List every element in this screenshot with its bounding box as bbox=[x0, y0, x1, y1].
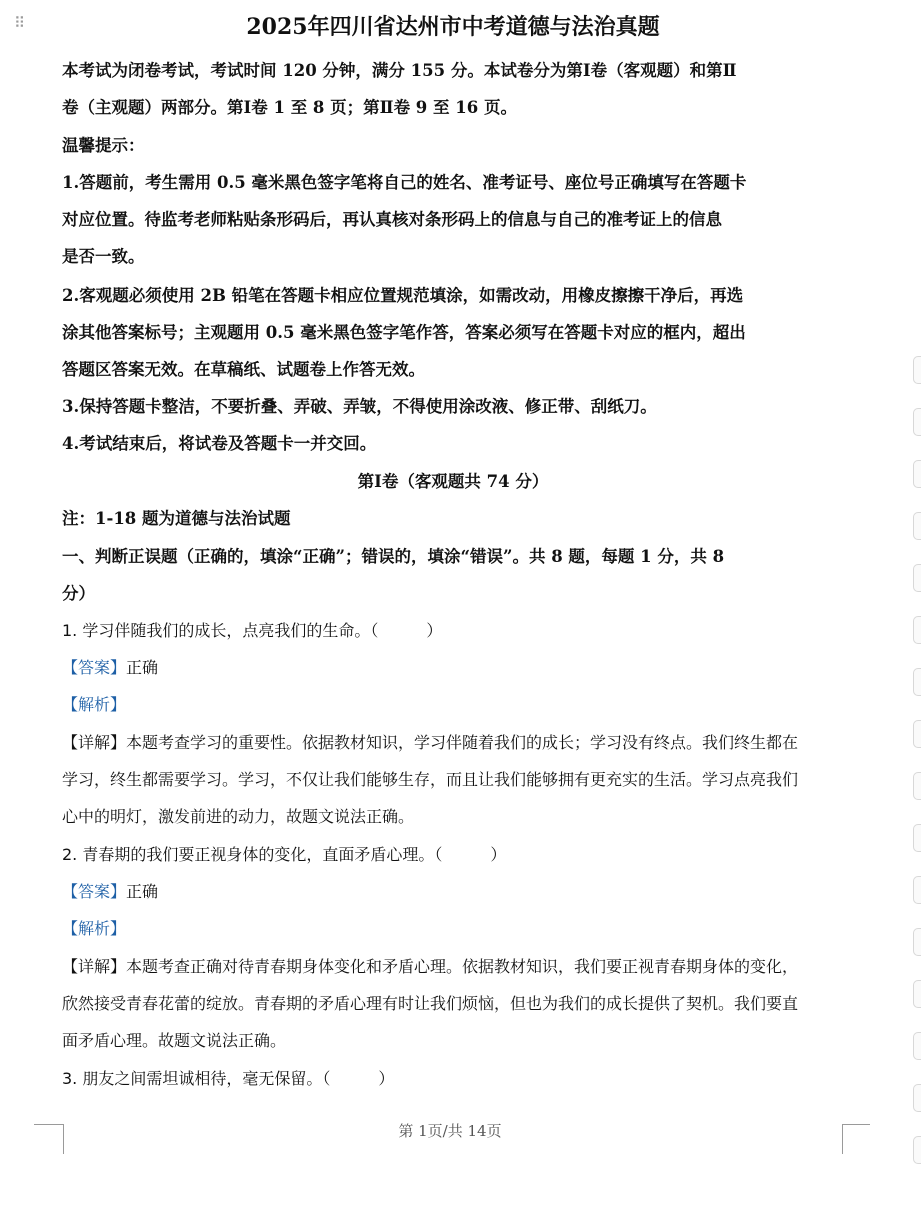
question-stem-text: 3. 朋友之间需坦诚相待，毫无保留。（ bbox=[62, 1069, 331, 1088]
question-stem bbox=[62, 844, 506, 866]
side-tab[interactable] bbox=[913, 408, 921, 436]
detail-line bbox=[62, 956, 798, 978]
question-stem-text: 1. 学习伴随我们的成长，点亮我们的生命。（ bbox=[62, 621, 379, 640]
question-stem bbox=[62, 1068, 394, 1090]
detail-line: 心中的明灯，激发前进的动力，故题文说法正确。 bbox=[62, 807, 415, 826]
side-tab[interactable] bbox=[913, 876, 921, 904]
side-tab[interactable] bbox=[913, 1084, 921, 1112]
answer-value: 正确 bbox=[126, 882, 159, 901]
section-heading: 第Ⅰ卷（客观题共 74 分） bbox=[357, 472, 549, 491]
question-stem-text: 2. 青春期的我们要正视身体的变化，直面矛盾心理。（ bbox=[62, 845, 443, 864]
answer-tag: 【答案】 bbox=[62, 658, 127, 677]
document-title: 2025年四川省达州市中考道德与法治真题 bbox=[246, 14, 660, 40]
side-tab[interactable] bbox=[913, 980, 921, 1008]
tips-line: 是否一致。 bbox=[62, 247, 145, 266]
side-tab[interactable] bbox=[913, 720, 921, 748]
answer-tag: 【答案】 bbox=[62, 882, 127, 901]
detail-tag: 【详解】 bbox=[62, 957, 127, 976]
page-footer: 第 1页/共 14页 bbox=[398, 1122, 502, 1140]
tips-line: 2.客观题必须使用 2B 铅笔在答题卡相应位置规范填涂，如需改动，用橡皮擦擦干净后，再选 bbox=[62, 286, 744, 305]
answer-line bbox=[62, 657, 158, 679]
side-tab[interactable] bbox=[913, 460, 921, 488]
detail-text: 本题考查正确对待青春期身体变化和矛盾心理。依据教材知识，我们要正视青春期身体的变化， bbox=[126, 957, 799, 976]
question-stem bbox=[62, 620, 442, 642]
part-heading: 分） bbox=[62, 584, 95, 603]
drag-handle-icon[interactable]: ⠿ bbox=[14, 14, 23, 32]
side-tab[interactable] bbox=[913, 772, 921, 800]
side-tab[interactable] bbox=[913, 512, 921, 540]
side-tab[interactable] bbox=[913, 616, 921, 644]
tips-line: 对应位置。待监考老师粘贴条形码后，再认真核对条形码上的信息与自己的准考证上的信息 bbox=[62, 210, 722, 229]
side-tab[interactable] bbox=[913, 928, 921, 956]
detail-line: 欣然接受青春花蕾的绽放。青春期的矛盾心理有时让我们烦恼，但也为我们的成长提供了契机。我们要直 bbox=[62, 994, 799, 1013]
analysis-tag: 【解析】 bbox=[62, 695, 127, 714]
question-stem-close: ） bbox=[378, 1069, 395, 1088]
side-tab[interactable] bbox=[913, 1032, 921, 1060]
detail-line: 学习，终生都需要学习。学习，不仅让我们能够生存，而且让我们能够拥有更充实的生活。学习点亮我们 bbox=[62, 770, 799, 789]
part-heading: 一、判断正误题（正确的，填涂“正确”；错误的，填涂“错误”。共 8 题，每题 1 分，共 8 bbox=[62, 547, 725, 566]
detail-tag: 【详解】 bbox=[62, 733, 127, 752]
tips-line: 涂其他答案标号；主观题用 0.5 毫米黑色签字笔作答，答案必须写在答题卡对应的框内，超出 bbox=[62, 323, 746, 342]
detail-line bbox=[62, 732, 798, 754]
tips-line: 1.答题前，考生需用 0.5 毫米黑色签字笔将自己的姓名、准考证号、座位号正确填写在答题卡 bbox=[62, 173, 747, 192]
tips-line: 4.考试结束后，将试卷及答题卡一并交回。 bbox=[62, 434, 377, 453]
side-tab[interactable] bbox=[913, 564, 921, 592]
detail-text: 本题考查学习的重要性。依据教材知识，学习伴随着我们的成长；学习没有终点。我们终生都在 bbox=[126, 733, 799, 752]
side-tab[interactable] bbox=[913, 1136, 921, 1164]
intro-line: 卷（主观题）两部分。第Ⅰ卷 1 至 8 页；第Ⅱ卷 9 至 16 页。 bbox=[62, 98, 517, 117]
tips-line: 3.保持答题卡整洁，不要折叠、弄破、弄皱，不得使用涂改液、修正带、刮纸刀。 bbox=[62, 397, 657, 416]
side-tab[interactable] bbox=[913, 824, 921, 852]
tips-title: 温馨提示： bbox=[62, 136, 145, 155]
tips-line: 答题区答案无效。在草稿纸、试题卷上作答无效。 bbox=[62, 360, 425, 379]
answer-value: 正确 bbox=[126, 658, 159, 677]
detail-line: 面矛盾心理。故题文说法正确。 bbox=[62, 1031, 287, 1050]
note: 注：1-18 题为道德与法治试题 bbox=[62, 509, 291, 528]
question-stem-close: ） bbox=[490, 845, 507, 864]
answer-line bbox=[62, 881, 158, 903]
intro-line: 本考试为闭卷考试，考试时间 120 分钟，满分 155 分。本试卷分为第Ⅰ卷（客观题）和第Ⅱ bbox=[62, 61, 737, 80]
side-tab[interactable] bbox=[913, 356, 921, 384]
side-tab[interactable] bbox=[913, 668, 921, 696]
analysis-tag: 【解析】 bbox=[62, 919, 127, 938]
question-stem-close: ） bbox=[426, 621, 443, 640]
